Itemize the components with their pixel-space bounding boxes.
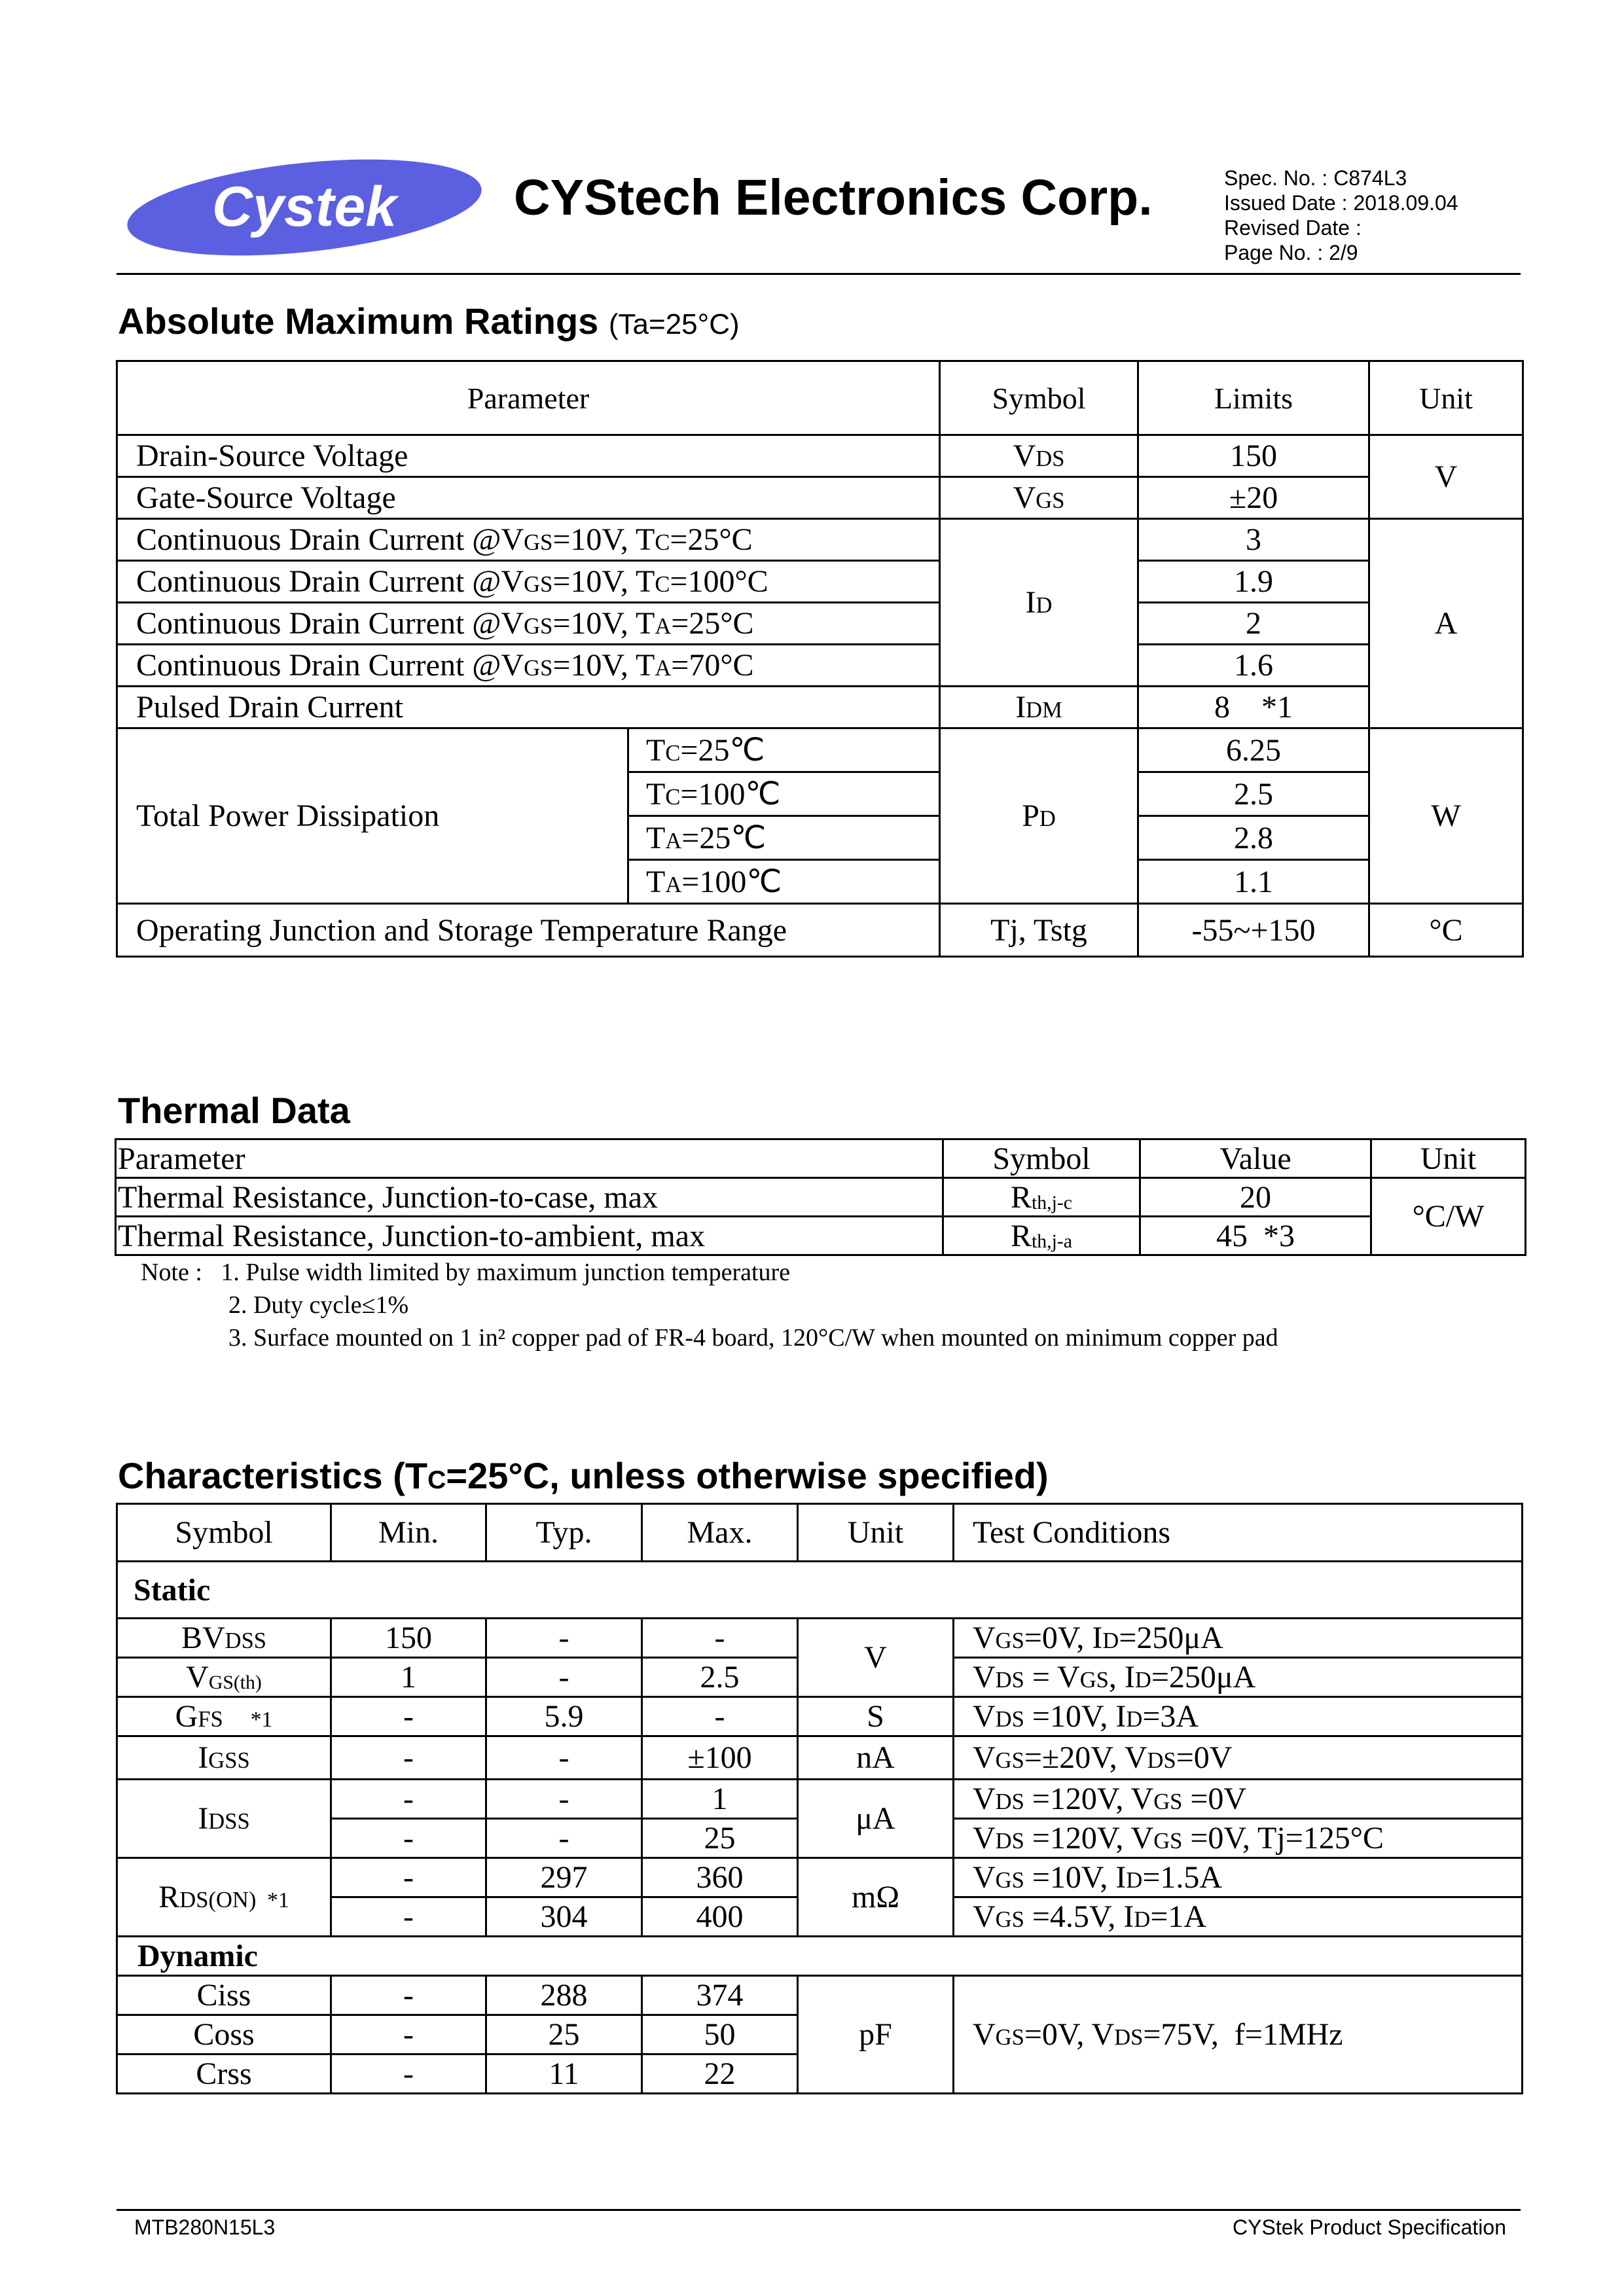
table-row: - 304 400 VGS =4.5V, ID=1A	[117, 1897, 1523, 1937]
header-rule	[117, 273, 1521, 275]
table-row: TC=100℃ 2.5	[117, 772, 1523, 816]
absolute-maximum-ratings-table	[116, 360, 1524, 958]
table-row: IGSS - - ±100 nA VGS=±20V, VDS=0V	[117, 1736, 1523, 1780]
table-row: Total Power Dissipation TC=25℃ PD 6.25 W	[117, 728, 1523, 772]
table-row: $V_{GS(th)}$ 1 - 2.5 VDS = VGS, ID=250μA	[117, 1658, 1523, 1697]
table-row: Operating Junction and Storage Temperature Range Tj, Tstg -55~+150 °C	[117, 904, 1523, 957]
note-2: 2. Duty cycle≤1%	[228, 1291, 409, 1319]
logo-text: Cystek	[211, 175, 397, 238]
table-header-row: Symbol Min. Typ. Max. Unit Test Conditions	[117, 1504, 1523, 1562]
spec-no: Spec. No. : C874L3	[1224, 166, 1407, 190]
thermal-data-table	[115, 1138, 1526, 1256]
table-row: Pulsed Drain Current IDM 8 *1	[117, 687, 1523, 728]
issued-date: Issued Date : 2018.09.04	[1224, 191, 1458, 215]
table-row: Continuous Drain Current @VGS=10V, TA=25°C 2	[117, 603, 1523, 645]
note-1: Note : 1. Pulse width limited by maximum junction temperature	[141, 1259, 791, 1286]
table-row: TA=25℃ 2.8	[117, 816, 1523, 860]
table-header-row: Parameter Symbol Value Unit	[116, 1139, 1526, 1178]
table-row: Thermal Resistance, Junction-to-case, max $R_{th,j-c}$ 20 °C/W	[116, 1178, 1526, 1217]
table-row: Drain-Source Voltage VDS 150 V	[117, 435, 1523, 477]
characteristics-table	[116, 1503, 1523, 2094]
table-row: RDS(ON) *1 - 297 360 mΩ VGS =10V, ID=1.5A	[117, 1858, 1523, 1897]
header-limits: Limits	[1138, 361, 1369, 435]
header-unit: Unit	[1369, 361, 1523, 435]
table-row: Coss - 25 50	[117, 2015, 1523, 2054]
table-row: Continuous Drain Current @VGS=10V, TC=25°C ID 3 A	[117, 519, 1523, 561]
table-row: Continuous Drain Current @VGS=10V, TA=70°C 1.6	[117, 645, 1523, 687]
table-row: Ciss - 288 374 pF VGS=0V, VDS=75V, f=1MHz	[117, 1976, 1523, 2015]
table-row: Gate-Source Voltage VGS ±20	[117, 477, 1523, 519]
table-header-row	[117, 361, 1523, 435]
note-3: 3. Surface mounted on 1 in² copper pad of FR-4 board, 120°C/W when mounted on minimum copper pad	[228, 1324, 1278, 1352]
table-row: IDSS - - 1 μA VDS =120V, VGS =0V	[117, 1780, 1523, 1819]
table-row: GFS *1 - 5.9 - S VDS =10V, ID=3A	[117, 1697, 1523, 1736]
header-symbol: Symbol	[940, 361, 1138, 435]
company-name: CYStech Electronics Corp.	[514, 170, 1153, 226]
table-row: Thermal Resistance, Junction-to-ambient, max $R_{th,j-a}$ 45 *3	[116, 1217, 1526, 1255]
notes	[141, 1256, 1278, 1354]
company-logo	[124, 159, 484, 256]
characteristics-title: Characteristics (TC=25°C, unless otherwise specified)	[118, 1455, 1049, 1496]
section-row-static: Static	[117, 1562, 1523, 1619]
table-row: TA=100℃ 1.1	[117, 860, 1523, 904]
table-row: BVDSS 150 - - V VGS=0V, ID=250μA	[117, 1619, 1523, 1658]
amr-condition: (Ta=25°C)	[608, 308, 740, 340]
spec-info	[1224, 166, 1458, 265]
table-row: Crss - 11 22	[117, 2054, 1523, 2094]
thermal-title: Thermal Data	[118, 1090, 350, 1131]
footer-part-number: MTB280N15L3	[134, 2215, 276, 2239]
revised-date: Revised Date :	[1224, 216, 1362, 240]
amr-title: Absolute Maximum Ratings (Ta=25°C)	[118, 300, 740, 342]
footer-spec-label: CYStek Product Specification	[1233, 2215, 1506, 2239]
table-row: - - 25 VDS =120V, VGS =0V, Tj=125°C	[117, 1819, 1523, 1858]
page-no: Page No. : 2/9	[1224, 241, 1358, 264]
footer-rule	[117, 2209, 1521, 2211]
section-row-dynamic: Dynamic	[117, 1937, 1523, 1976]
table-row: Continuous Drain Current @VGS=10V, TC=100°C 1.9	[117, 561, 1523, 603]
header-parameter: Parameter	[117, 361, 940, 435]
